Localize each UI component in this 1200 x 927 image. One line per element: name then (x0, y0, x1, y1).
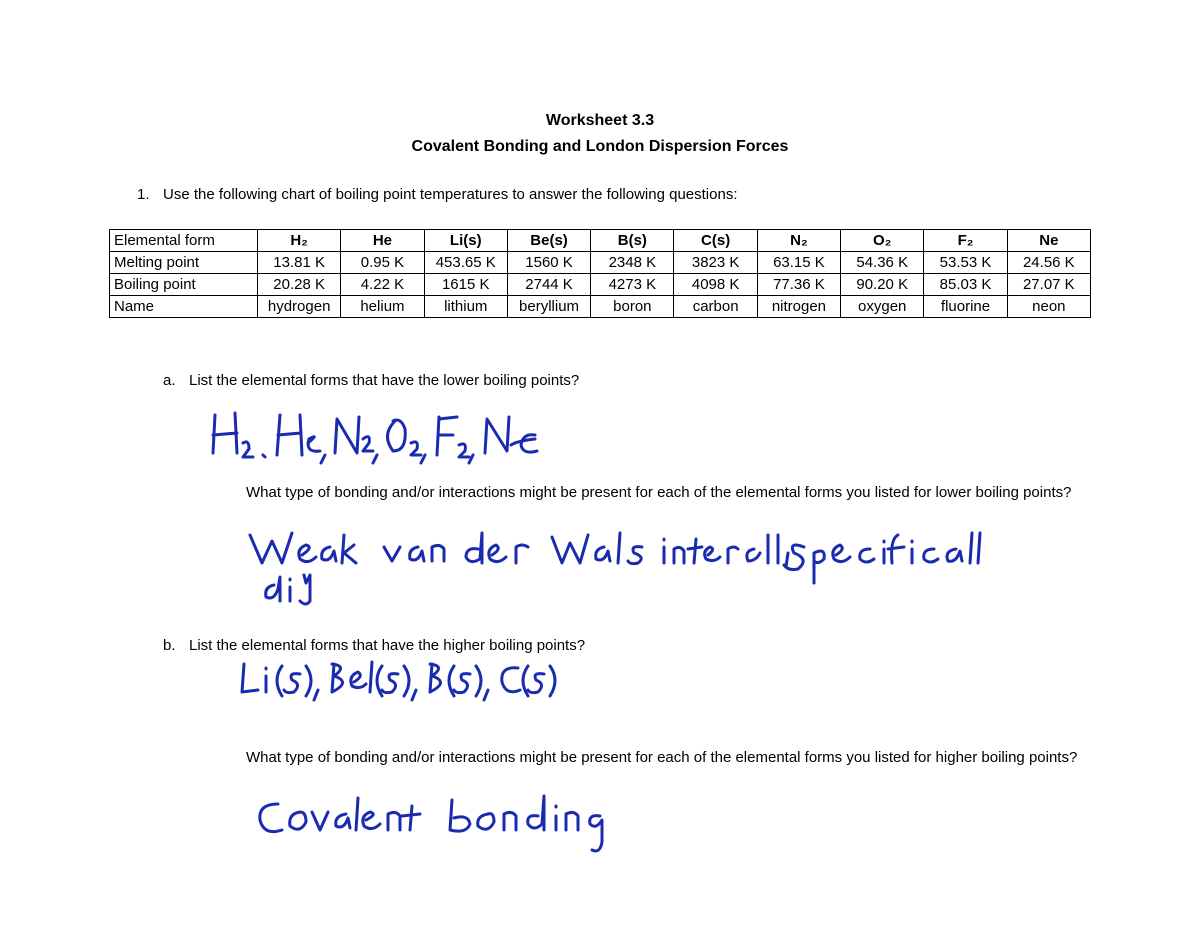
row-label-cell: Elemental form (110, 230, 258, 252)
table-cell: 85.03 K (924, 274, 1007, 296)
table-cell: 53.53 K (924, 252, 1007, 274)
question-b-followup: What type of bonding and/or interactions might be present for each of the elemental forms you listed for higher boiling points? (246, 749, 1078, 766)
handwriting-strokes-b (236, 656, 566, 706)
table-cell: 4273 K (591, 274, 674, 296)
handwritten-answer-b-followup (252, 790, 612, 865)
table-cell: 90.20 K (841, 274, 924, 296)
question-text: List the elemental forms that have the higher boiling points? (189, 637, 586, 654)
table-cell: N₂ (757, 230, 840, 252)
question-number: 1. (137, 186, 150, 203)
question-letter: a. (163, 372, 176, 389)
table-cell: oxygen (841, 296, 924, 318)
handwriting-strokes-a (205, 405, 565, 465)
table-cell: beryllium (507, 296, 590, 318)
table-cell: carbon (674, 296, 757, 318)
table-cell: hydrogen (258, 296, 341, 318)
table-cell: 20.28 K (258, 274, 341, 296)
question-text: List the elemental forms that have the lower boiling points? (189, 372, 580, 389)
table-cell: 1615 K (424, 274, 507, 296)
question-text: Use the following chart of boiling point temperatures to answer the following questions: (163, 186, 738, 203)
table-cell: Ne (1007, 230, 1090, 252)
table-cell: 453.65 K (424, 252, 507, 274)
worksheet-subtitle: Covalent Bonding and London Dispersion Forces (411, 138, 789, 155)
row-label-cell: Boiling point (110, 274, 258, 296)
table-row (110, 252, 1091, 274)
table-cell: O₂ (841, 230, 924, 252)
table-cell: He (341, 230, 424, 252)
table-cell: lithium (424, 296, 507, 318)
table-cell: boron (591, 296, 674, 318)
question-letter: b. (163, 637, 176, 654)
table-cell: 0.95 K (341, 252, 424, 274)
question-1 (137, 186, 738, 203)
table-cell: H₂ (258, 230, 341, 252)
table-cell: 1560 K (507, 252, 590, 274)
question-a-followup: What type of bonding and/or interactions might be present for each of the elemental forms you listed for lower boiling points? (246, 484, 1072, 501)
table-cell: 27.07 K (1007, 274, 1090, 296)
table-cell: 24.56 K (1007, 252, 1090, 274)
table-cell: 13.81 K (258, 252, 341, 274)
handwritten-answer-a-followup (244, 525, 984, 620)
table-cell: B(s) (591, 230, 674, 252)
table-cell: 2744 K (507, 274, 590, 296)
table-header-row (110, 230, 1091, 252)
table-cell: Li(s) (424, 230, 507, 252)
table-cell: 63.15 K (757, 252, 840, 274)
table-cell: 2348 K (591, 252, 674, 274)
handwritten-answer-a (205, 405, 565, 470)
table-cell: 4098 K (674, 274, 757, 296)
table-cell: 77.36 K (757, 274, 840, 296)
boiling-point-table (109, 229, 1091, 318)
handwriting-strokes-a-followup (244, 525, 984, 615)
table-cell: 54.36 K (841, 252, 924, 274)
worksheet-title: Worksheet 3.3 (545, 112, 655, 129)
table-cell: F₂ (924, 230, 1007, 252)
row-label-cell: Name (110, 296, 258, 318)
table-cell: nitrogen (757, 296, 840, 318)
table-cell: 4.22 K (341, 274, 424, 296)
table-row (110, 274, 1091, 296)
table-cell: C(s) (674, 230, 757, 252)
question-b (163, 637, 585, 654)
table-cell: helium (341, 296, 424, 318)
table-cell: Be(s) (507, 230, 590, 252)
table-row (110, 296, 1091, 318)
table-cell: fluorine (924, 296, 1007, 318)
handwriting-strokes-b-followup (252, 790, 612, 860)
table-cell: neon (1007, 296, 1090, 318)
handwritten-answer-b (236, 656, 566, 711)
question-a (163, 372, 579, 389)
table-cell: 3823 K (674, 252, 757, 274)
row-label-cell: Melting point (110, 252, 258, 274)
